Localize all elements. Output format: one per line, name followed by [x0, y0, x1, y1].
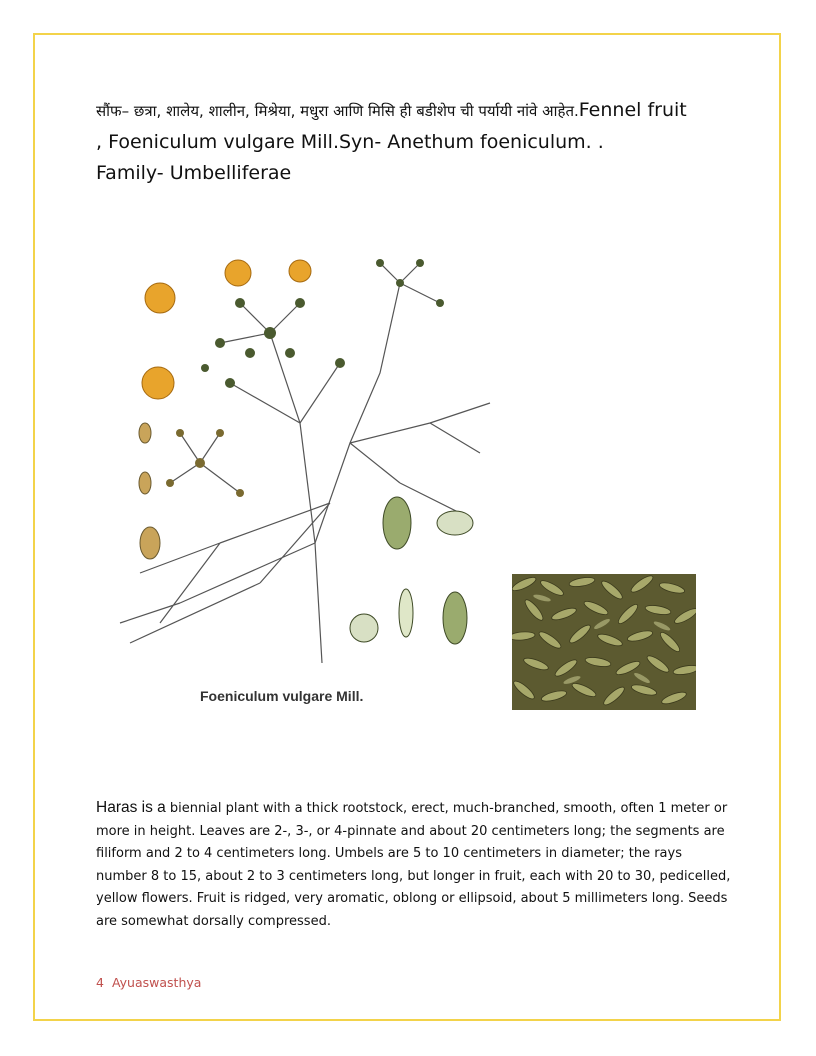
botanical-illustration [100, 243, 512, 715]
title-line-1 [96, 95, 736, 127]
paragraph-text: biennial plant with a thick rootstock, erect, much-branched, smooth, often 1 meter or more in height. Leaves are 2-, 3-, or 4-pinnate and about 20 centimeters long; the segments are filiform and 2 to 4 centimeters long. Umbels are 5 to 10 centimeters in diameter; the rays number 8 to 15, about 2 to 3 centimeters long, but longer in fruit, each with 20 to 30, pedicelled, yellow flowers. Fruit is ridged, very aromatic, oblong or ellipsoid, about 5 millimeters long. Seeds are somewhat dorsally compressed. [96, 801, 731, 929]
description-paragraph [96, 797, 736, 933]
paragraph-lead: Haras is a [96, 799, 166, 816]
illustration-caption: Foeniculum vulgare Mill. [200, 688, 364, 704]
page-number: 4 [96, 975, 104, 990]
title-devanagari: सौंफ– छत्रा, शालेय, शालीन, मिश्रेया, मधुरा आणि मिसि ही बडीशेप ची पर्यायी नांवे आहेत. [96, 102, 579, 120]
page-footer [96, 975, 209, 990]
running-title: Ayuaswasthya [111, 975, 202, 990]
title-line-3: Family- Umbelliferae [96, 162, 292, 184]
title-block [96, 95, 736, 189]
fennel-seed-photo [512, 574, 696, 710]
title-line-2: , Foeniculum vulgare Mill.Syn- Anethum foeniculum. . [96, 131, 604, 153]
title-latin: Fennel fruit [578, 99, 687, 121]
